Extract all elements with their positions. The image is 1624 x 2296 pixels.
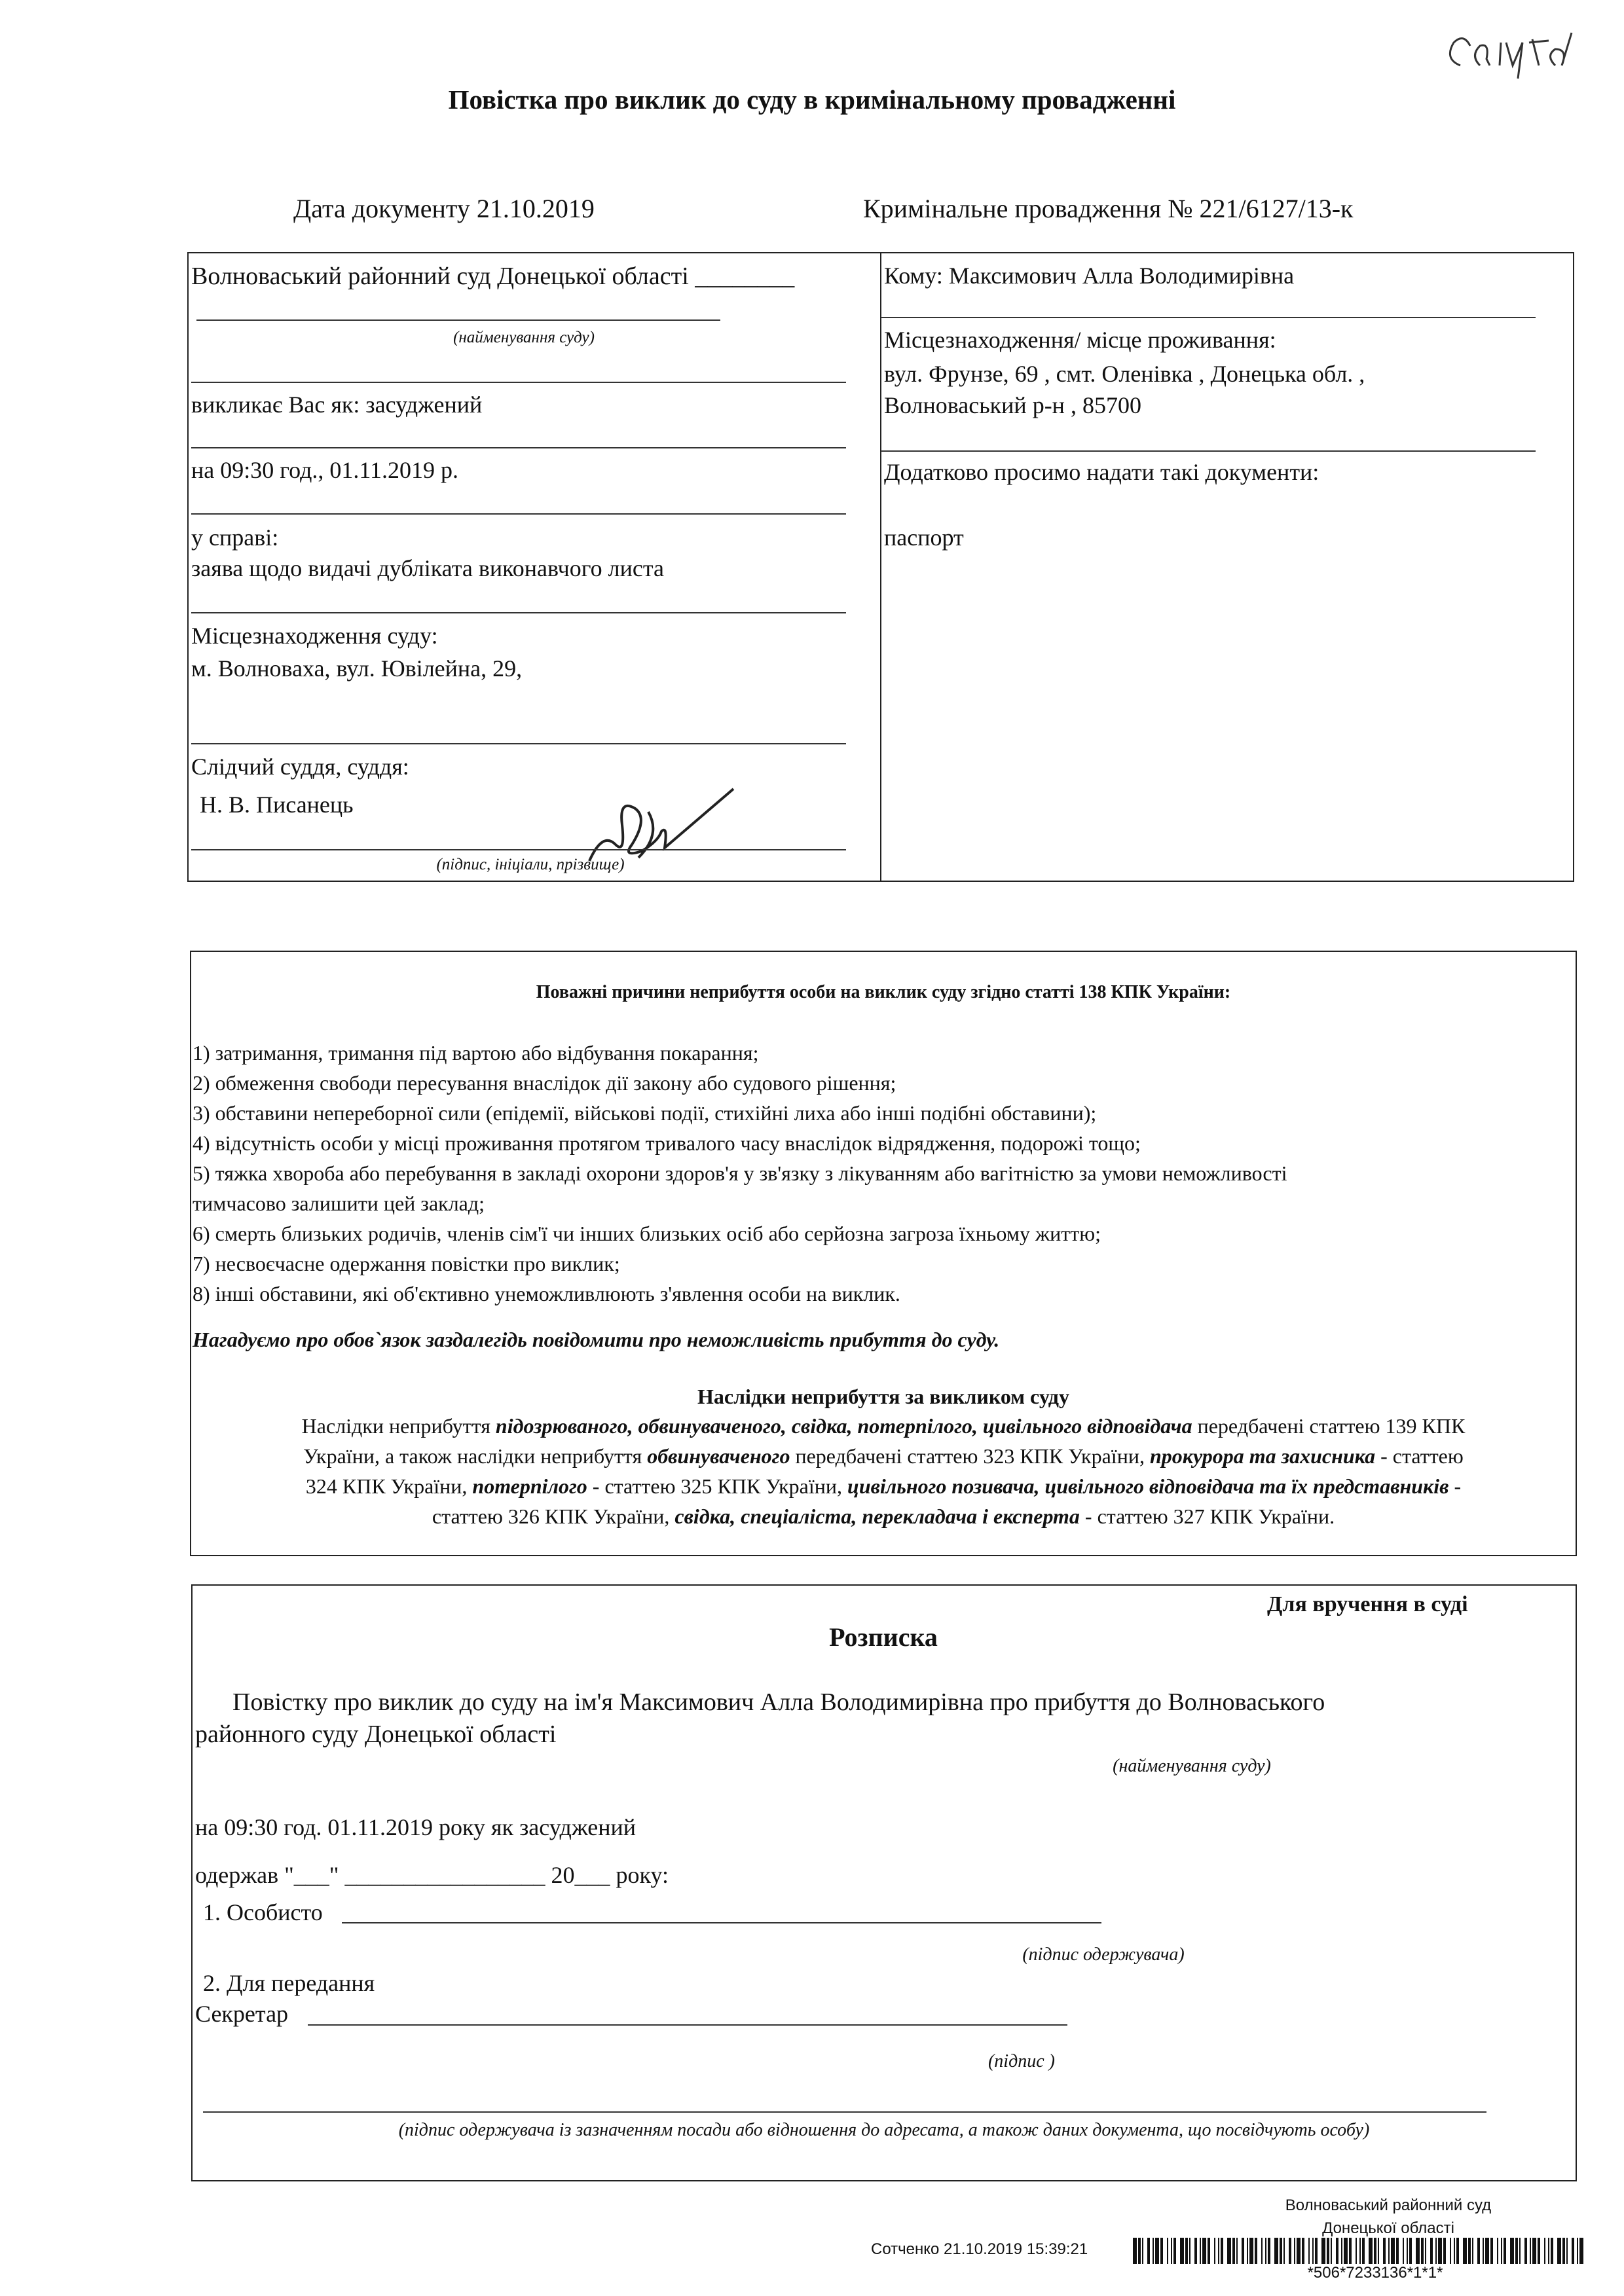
barcode-bar [1349, 2238, 1352, 2264]
barcode-bar [1242, 2238, 1244, 2264]
reasons-list [193, 1038, 1568, 1309]
barcode-bar [1557, 2238, 1561, 2264]
court-name: Волноваський районний суд Донецької області ________ [191, 263, 795, 290]
barcode-bar [1255, 2238, 1257, 2264]
text-span: свідка, спеціаліста, перекладача і експерта [674, 1504, 1080, 1528]
text-span: статтею 326 КПК України, [432, 1504, 675, 1528]
barcode-bar [1227, 2238, 1231, 2264]
divider [191, 743, 846, 744]
barcode-bar [1572, 2238, 1574, 2264]
barcode-bar [1530, 2238, 1531, 2264]
barcode-bar [1283, 2238, 1285, 2264]
barcode-bar [1289, 2238, 1291, 2264]
divider [881, 450, 1536, 452]
barcode-bar [1472, 2238, 1473, 2264]
barcode-bar [1200, 2238, 1201, 2264]
barcode-bar [1490, 2238, 1493, 2264]
reminder: Нагадуємо про обов`язок заздалегідь повідомити про неможливість прибуття до суду. [193, 1328, 1000, 1351]
judge-name: Н. В. Писанець [200, 792, 354, 818]
barcode-bar [1268, 2238, 1270, 2264]
barcode-bar [1532, 2238, 1536, 2264]
barcode-bar [1194, 2238, 1197, 2264]
barcode-bar [1247, 2238, 1248, 2264]
barcode-bar [1510, 2238, 1514, 2264]
barcode-bar [1331, 2238, 1332, 2264]
receipt-court-caption: (найменування суду) [1113, 1756, 1271, 1776]
barcode-bar [1477, 2238, 1480, 2264]
barcode-bar [1249, 2238, 1253, 2264]
barcode-bar [1407, 2238, 1408, 2264]
in-case-value: заява щодо видачі дубліката виконавчого листа [191, 555, 664, 581]
handwritten-mark [1441, 20, 1585, 85]
barcode-bar [1468, 2238, 1471, 2264]
barcode-bar [1153, 2238, 1154, 2264]
stamp-court-line1: Волноваський районний суд [1285, 2196, 1492, 2214]
barcode-bar [1515, 2238, 1518, 2264]
barcode-bar [1202, 2238, 1206, 2264]
barcode-bar [1185, 2238, 1188, 2264]
text-span: потерпілого [472, 1474, 587, 1498]
secretary-signature-caption: (підпис ) [987, 2051, 1056, 2071]
barcode-bar [1443, 2238, 1446, 2264]
barcode-bar [1294, 2238, 1295, 2264]
barcode-bar [1438, 2238, 1442, 2264]
judge-label: Слідчий суддя, суддя: [191, 754, 409, 780]
consequences-heading: Наслідки неприбуття за викликом суду [697, 1385, 1069, 1408]
text-span: передбачені статтею 139 КПК [1192, 1414, 1466, 1438]
barcode-bar [1302, 2238, 1304, 2264]
reason-item: 8) інші обставини, які об'єктивно унеможливлюють з'явлення особи на виклик. [193, 1282, 900, 1305]
barcode-bar [1218, 2238, 1219, 2264]
in-case-label: у справі: [191, 524, 279, 551]
residence-label: Місцезнаходження/ місце проживання: [884, 327, 1276, 353]
barcode-bar [1155, 2238, 1159, 2264]
divider [881, 317, 1536, 318]
barcode-bar [1142, 2238, 1143, 2264]
barcode [1133, 2238, 1591, 2265]
barcode-bar [1356, 2238, 1357, 2264]
barcode-bar [1236, 2238, 1238, 2264]
barcode-bar [1321, 2238, 1325, 2264]
barcode-bar [1221, 2238, 1223, 2264]
reason-item: 7) несвоєчасне одержання повістки про виклик; [193, 1252, 620, 1275]
signature-line [308, 2024, 1067, 2026]
text-span: Наслідки неприбуття [301, 1414, 496, 1438]
barcode-bar [1383, 2238, 1386, 2264]
barcode-bar [1416, 2238, 1420, 2264]
divider [191, 849, 846, 850]
barcode-bar [1403, 2238, 1404, 2264]
consequences-text [193, 1411, 1574, 1531]
reasons-heading: Поважні причини неприбуття особи на виклик суду згідно статті 138 КПК України: [536, 982, 1231, 1002]
barcode-text: *506*7233136*1*1* [1307, 2264, 1443, 2282]
barcode-bar [1308, 2238, 1310, 2264]
personally-label: 1. Особисто [203, 1899, 323, 1925]
barcode-bar [1315, 2238, 1318, 2264]
secretary-label: Секретар [195, 2001, 289, 2027]
barcode-bar [1214, 2238, 1215, 2264]
barcode-bar [1551, 2238, 1553, 2264]
court-name-caption: (найменування суду) [453, 329, 595, 346]
barcode-bar [1538, 2238, 1540, 2264]
barcode-bar [1336, 2238, 1338, 2264]
barcode-bar [1421, 2238, 1424, 2264]
barcode-bar [1344, 2238, 1348, 2264]
barcode-bar [1483, 2238, 1484, 2264]
barcode-bar [1396, 2238, 1399, 2264]
barcode-bar [1274, 2238, 1278, 2264]
barcode-bar [1425, 2238, 1426, 2264]
barcode-bar [1562, 2238, 1565, 2264]
stamp-court-line2: Донецької області [1322, 2219, 1454, 2237]
barcode-bar [1369, 2238, 1373, 2264]
reason-item: 6) смерть близьких родичів, членів сім'ї чи інших близьких осіб або серйозна загроза їхньому життю; [193, 1222, 1101, 1245]
barcode-bar [1189, 2238, 1190, 2264]
barcode-bar [1463, 2238, 1467, 2264]
addressee: Кому: Максимович Алла Володимирівна [884, 263, 1295, 289]
divider [191, 513, 846, 515]
barcode-bar [1138, 2238, 1141, 2264]
text-span: обвинуваченого [647, 1444, 790, 1468]
text-span: - статтею 325 КПК України, [587, 1474, 848, 1498]
reason-item: 1) затримання, тримання під вартою або відбування покарання; [193, 1041, 759, 1065]
receipt-text-line1: Повістку про виклик до суду на ім'я Максимович Алла Володимирівна про прибуття до Волноваського [232, 1688, 1325, 1716]
recipient-signature-caption: (підпис одержувача) [1022, 1944, 1185, 1965]
case-number: Кримінальне провадження № 221/6127/13-к [863, 194, 1354, 223]
barcode-bar [1147, 2238, 1150, 2264]
text-span: 324 КПК України, [305, 1474, 473, 1498]
barcode-bar [1312, 2238, 1314, 2264]
signature-line [203, 2111, 1486, 2113]
barcode-bar [1280, 2238, 1282, 2264]
barcode-bar [1133, 2238, 1137, 2264]
barcode-bar [1180, 2238, 1184, 2264]
reason-item: 5) тяжка хвороба або перебування в закладі охорони здоров'я у зв'язку з лікуванням або вагітністю за умови неможливості [193, 1161, 1287, 1185]
reason-item: тимчасово залишити цей заклад; [193, 1192, 485, 1215]
barcode-bar [1566, 2238, 1568, 2264]
reason-item: 2) обмеження свободи пересування внаслідок дії закону або судового рішення; [193, 1071, 896, 1095]
barcode-bar [1501, 2238, 1502, 2264]
text-span: цивільного позивача, цивільного відповідача та їх представників [847, 1474, 1449, 1498]
barcode-bar [1524, 2238, 1527, 2264]
residence-line2: Волноваський р-н , 85700 [884, 392, 1141, 418]
barcode-bar [1359, 2238, 1361, 2264]
barcode-bar [1232, 2238, 1235, 2264]
footer-caption: (підпис одержувача із зазначенням посади або відношення до адресата, а також даних документа, що посвідчують особу) [398, 2120, 1370, 2140]
printed-by: Сотченко 21.10.2019 15:39:21 [871, 2240, 1088, 2258]
hearing-datetime: на 09:30 год., 01.11.2019 р. [191, 457, 459, 483]
summoned-as: викликає Вас як: засуджений [191, 392, 483, 418]
divider [191, 382, 846, 383]
documents-value: паспорт [884, 524, 964, 551]
received-line: одержав "___" _________________ 20___ року: [195, 1862, 669, 1888]
divider [196, 319, 720, 321]
barcode-bar [1173, 2238, 1176, 2264]
barcode-bar [1327, 2238, 1329, 2264]
barcode-bar [1265, 2238, 1266, 2264]
page-title: Повістка про виклик до суду в кримінальному провадженні [448, 84, 1176, 115]
barcode-bar [1297, 2238, 1301, 2264]
text-span: підозрюваного, обвинуваченого, свідка, потерпілого, цивільного відповідача [495, 1414, 1192, 1438]
barcode-bar [1362, 2238, 1365, 2264]
receipt-title: Розписка [829, 1622, 938, 1652]
barcode-bar [1378, 2238, 1379, 2264]
barcode-bar [1430, 2238, 1433, 2264]
for-transfer-label: 2. Для передання [203, 1970, 375, 1996]
divider [191, 447, 846, 448]
barcode-bar [1388, 2238, 1390, 2264]
barcode-bar [1519, 2238, 1521, 2264]
barcode-bar [1450, 2238, 1451, 2264]
court-location-value: м. Волноваха, вул. Ювілейна, 29, [191, 655, 523, 682]
barcode-bar [1485, 2238, 1489, 2264]
barcode-bar [1456, 2238, 1459, 2264]
court-location-label: Місцезнаходження суду: [191, 623, 438, 649]
text-span: прокурора та захисника [1149, 1444, 1376, 1468]
divider [191, 612, 846, 613]
barcode-bar [1497, 2238, 1498, 2264]
barcode-bar [1171, 2238, 1172, 2264]
barcode-bar [1208, 2238, 1210, 2264]
reason-item: 3) обставини непереборної сили (епідемії, військові події, стихійні лиха або інші подібні обставини); [193, 1101, 1097, 1125]
barcode-bar [1577, 2238, 1578, 2264]
barcode-bar [1409, 2238, 1412, 2264]
barcode-bar [1167, 2238, 1168, 2264]
reason-item: 4) відсутність особи у місці проживання протягом тривалого часу внаслідок відрядження, подорожі тощо; [193, 1131, 1141, 1155]
barcode-bar [1435, 2238, 1437, 2264]
text-span: - [1449, 1474, 1462, 1498]
barcode-bar [1548, 2238, 1549, 2264]
barcode-bar [1579, 2238, 1583, 2264]
text-span: - статтею [1375, 1444, 1464, 1468]
signature-caption: (підпис, ініціали, прізвище) [436, 856, 625, 873]
text-span: України, а також наслідки неприбуття [303, 1444, 648, 1468]
barcode-bar [1391, 2238, 1395, 2264]
for-court-label: Для вручення в суді [1267, 1592, 1468, 1616]
signature-line [342, 1922, 1101, 1923]
barcode-bar [1504, 2238, 1506, 2264]
barcode-bar [1544, 2238, 1545, 2264]
documents-label: Додатково просимо надати такі документи: [884, 459, 1320, 485]
barcode-bar [1341, 2238, 1342, 2264]
residence-line1: вул. Фрунзе, 69 , смт. Оленівка , Донецька обл. , [884, 361, 1365, 387]
text-span: передбачені статтею 323 КПК України, [790, 1444, 1150, 1468]
barcode-bar [1261, 2238, 1263, 2264]
text-span: - статтею 327 КПК України. [1079, 1504, 1335, 1528]
barcode-bar [1374, 2238, 1376, 2264]
receipt-as-line: на 09:30 год. 01.11.2019 року як засуджений [195, 1814, 637, 1840]
document-date: Дата документу 21.10.2019 [293, 194, 595, 223]
barcode-bar [1454, 2238, 1455, 2264]
barcode-bar [1160, 2238, 1163, 2264]
column-divider [880, 252, 881, 882]
receipt-text-line2: районного суду Донецької області [195, 1721, 557, 1748]
